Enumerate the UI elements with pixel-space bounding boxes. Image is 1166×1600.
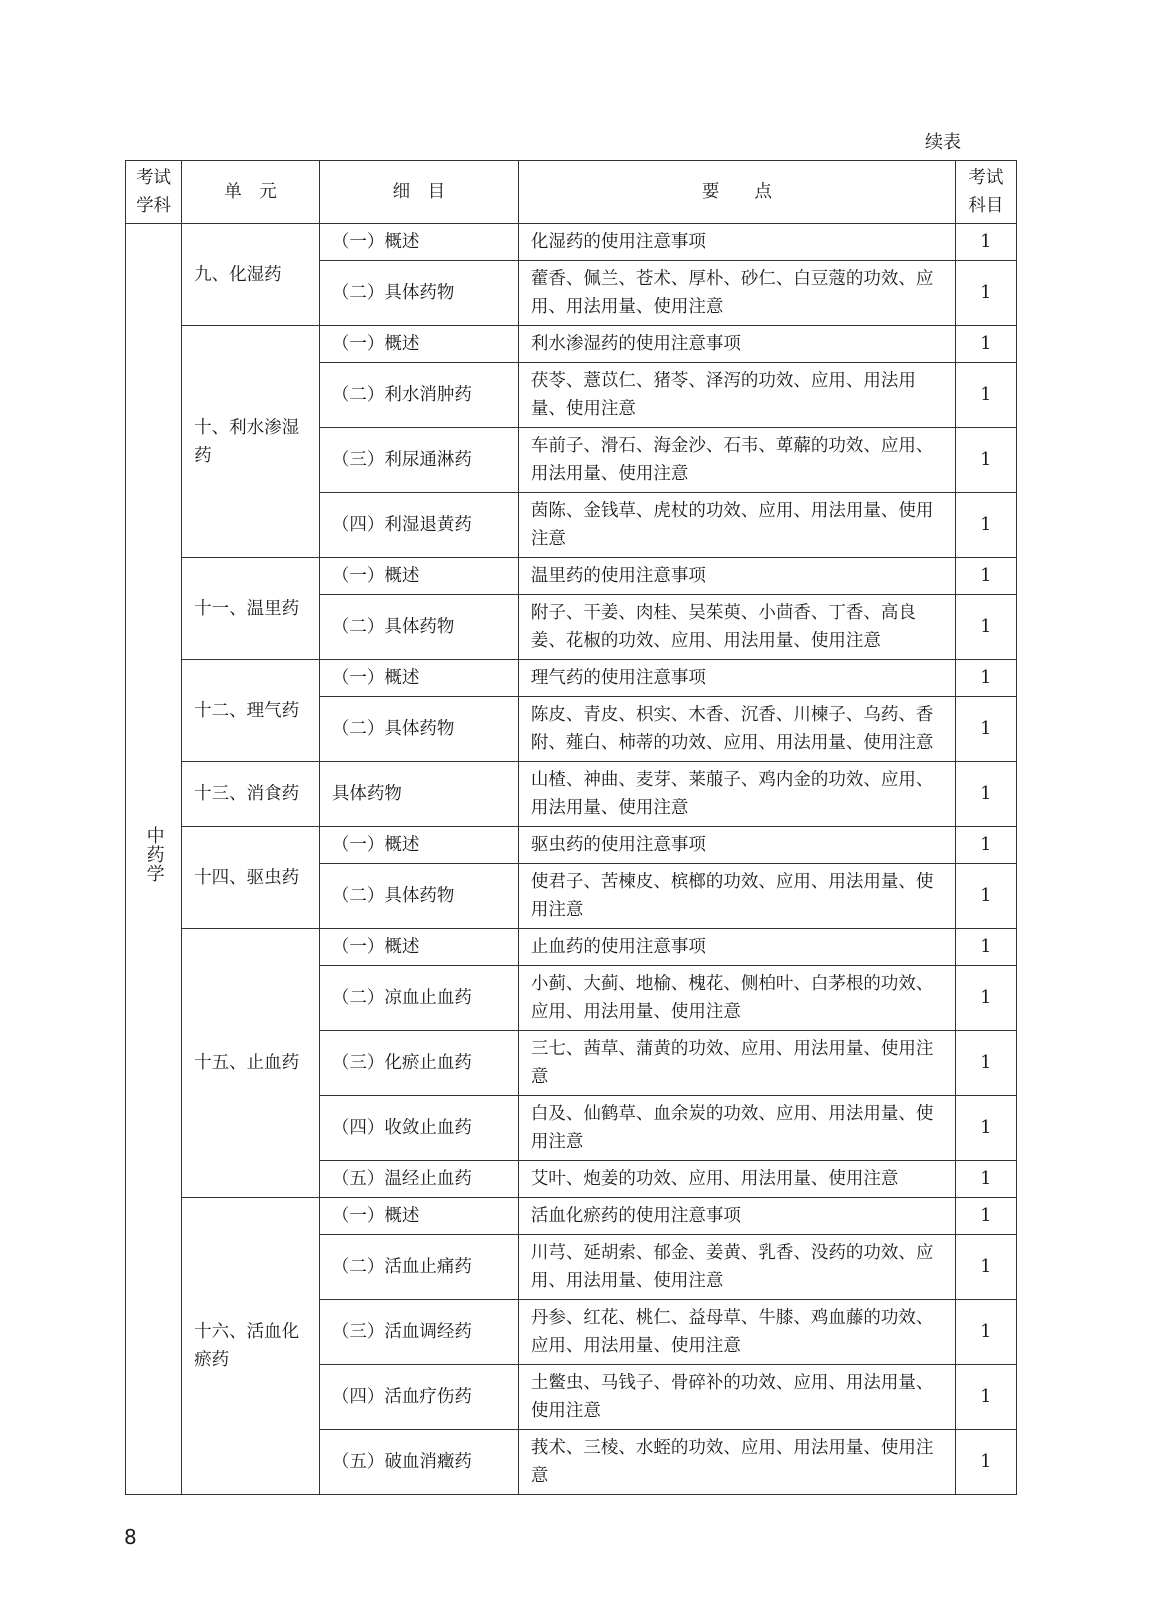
table-header-row	[126, 161, 1017, 224]
item-cell: （一）概述	[319, 326, 518, 363]
exam-cell: 1	[955, 558, 1016, 595]
item-cell: （一）概述	[319, 929, 518, 966]
item-cell: （一）概述	[319, 224, 518, 261]
exam-cell: 1	[955, 493, 1016, 558]
exam-cell: 1	[955, 1198, 1016, 1235]
item-cell: 具体药物	[319, 762, 518, 827]
table-row	[126, 762, 1017, 827]
exam-cell: 1	[955, 224, 1016, 261]
exam-cell: 1	[955, 697, 1016, 762]
item-cell: （五）温经止血药	[319, 1161, 518, 1198]
item-cell: （四）利湿退黄药	[319, 493, 518, 558]
points-cell: 丹参、红花、桃仁、益母草、牛膝、鸡血藤的功效、应用、用法用量、使用注意	[518, 1300, 955, 1365]
item-cell: （一）概述	[319, 827, 518, 864]
exam-cell: 1	[955, 363, 1016, 428]
item-cell: （四）收敛止血药	[319, 1096, 518, 1161]
points-cell: 三七、茜草、蒲黄的功效、应用、用法用量、使用注意	[518, 1031, 955, 1096]
item-cell: （三）活血调经药	[319, 1300, 518, 1365]
points-cell: 茵陈、金钱草、虎杖的功效、应用、用法用量、使用注意	[518, 493, 955, 558]
points-cell: 利水渗湿药的使用注意事项	[518, 326, 955, 363]
points-cell: 白及、仙鹤草、血余炭的功效、应用、用法用量、使用注意	[518, 1096, 955, 1161]
points-cell: 附子、干姜、肉桂、吴茱萸、小茴香、丁香、高良姜、花椒的功效、应用、用法用量、使用注意	[518, 595, 955, 660]
header-points: 要 点	[518, 161, 955, 224]
syllabus-table	[125, 160, 1017, 1495]
points-cell: 藿香、佩兰、苍术、厚朴、砂仁、白豆蔻的功效、应用、用法用量、使用注意	[518, 261, 955, 326]
exam-cell: 1	[955, 261, 1016, 326]
subject-cell	[126, 224, 182, 1495]
header-subject: 考试学科	[126, 161, 182, 224]
unit-cell: 十四、驱虫药	[182, 827, 320, 929]
points-cell: 止血药的使用注意事项	[518, 929, 955, 966]
continued-label: 续表	[925, 132, 961, 153]
item-cell: （二）具体药物	[319, 261, 518, 326]
unit-cell: 十五、止血药	[182, 929, 320, 1198]
exam-cell: 1	[955, 929, 1016, 966]
points-cell: 山楂、神曲、麦芽、莱菔子、鸡内金的功效、应用、用法用量、使用注意	[518, 762, 955, 827]
item-cell: （三）化瘀止血药	[319, 1031, 518, 1096]
item-cell: （一）概述	[319, 1198, 518, 1235]
table-row	[126, 660, 1017, 697]
page-number: 8	[124, 1525, 137, 1549]
exam-cell: 1	[955, 1365, 1016, 1430]
points-cell: 川芎、延胡索、郁金、姜黄、乳香、没药的功效、应用、用法用量、使用注意	[518, 1235, 955, 1300]
header-unit: 单 元	[182, 161, 320, 224]
table-row	[126, 558, 1017, 595]
points-cell: 艾叶、炮姜的功效、应用、用法用量、使用注意	[518, 1161, 955, 1198]
table-row	[126, 929, 1017, 966]
exam-cell: 1	[955, 1300, 1016, 1365]
item-cell: （三）利尿通淋药	[319, 428, 518, 493]
exam-cell: 1	[955, 1235, 1016, 1300]
table-row	[126, 224, 1017, 261]
points-cell: 理气药的使用注意事项	[518, 660, 955, 697]
points-cell: 温里药的使用注意事项	[518, 558, 955, 595]
exam-cell: 1	[955, 1161, 1016, 1198]
item-cell: （二）利水消肿药	[319, 363, 518, 428]
item-cell: （四）活血疗伤药	[319, 1365, 518, 1430]
points-cell: 使君子、苦楝皮、槟榔的功效、应用、用法用量、使用注意	[518, 864, 955, 929]
exam-cell: 1	[955, 864, 1016, 929]
item-cell: （一）概述	[319, 660, 518, 697]
exam-cell: 1	[955, 762, 1016, 827]
points-cell: 茯苓、薏苡仁、猪苓、泽泻的功效、应用、用法用量、使用注意	[518, 363, 955, 428]
exam-cell: 1	[955, 966, 1016, 1031]
points-cell: 化湿药的使用注意事项	[518, 224, 955, 261]
unit-cell: 十二、理气药	[182, 660, 320, 762]
item-cell: （二）具体药物	[319, 864, 518, 929]
points-cell: 驱虫药的使用注意事项	[518, 827, 955, 864]
item-cell: （二）凉血止血药	[319, 966, 518, 1031]
item-cell: （二）具体药物	[319, 595, 518, 660]
exam-cell: 1	[955, 827, 1016, 864]
item-cell: （五）破血消癥药	[319, 1430, 518, 1495]
unit-cell: 十三、消食药	[182, 762, 320, 827]
item-cell: （二）具体药物	[319, 697, 518, 762]
unit-cell: 十、利水渗湿药	[182, 326, 320, 558]
subject-label: 中药学	[143, 826, 165, 883]
exam-cell: 1	[955, 595, 1016, 660]
header-exam: 考试科目	[955, 161, 1016, 224]
exam-cell: 1	[955, 1031, 1016, 1096]
exam-cell: 1	[955, 428, 1016, 493]
points-cell: 陈皮、青皮、枳实、木香、沉香、川楝子、乌药、香附、薤白、柿蒂的功效、应用、用法用量、使用注意	[518, 697, 955, 762]
unit-cell: 九、化湿药	[182, 224, 320, 326]
exam-cell: 1	[955, 660, 1016, 697]
table-row	[126, 1198, 1017, 1235]
exam-cell: 1	[955, 326, 1016, 363]
table-row	[126, 326, 1017, 363]
exam-cell: 1	[955, 1096, 1016, 1161]
unit-cell: 十一、温里药	[182, 558, 320, 660]
exam-cell: 1	[955, 1430, 1016, 1495]
item-cell: （一）概述	[319, 558, 518, 595]
points-cell: 车前子、滑石、海金沙、石韦、萆薢的功效、应用、用法用量、使用注意	[518, 428, 955, 493]
points-cell: 活血化瘀药的使用注意事项	[518, 1198, 955, 1235]
points-cell: 土鳖虫、马钱子、骨碎补的功效、应用、用法用量、使用注意	[518, 1365, 955, 1430]
table-row	[126, 827, 1017, 864]
points-cell: 小蓟、大蓟、地榆、槐花、侧柏叶、白茅根的功效、应用、用法用量、使用注意	[518, 966, 955, 1031]
table-body	[126, 224, 1017, 1495]
item-cell: （二）活血止痛药	[319, 1235, 518, 1300]
header-item: 细 目	[319, 161, 518, 224]
points-cell: 莪术、三棱、水蛭的功效、应用、用法用量、使用注意	[518, 1430, 955, 1495]
unit-cell: 十六、活血化瘀药	[182, 1198, 320, 1495]
